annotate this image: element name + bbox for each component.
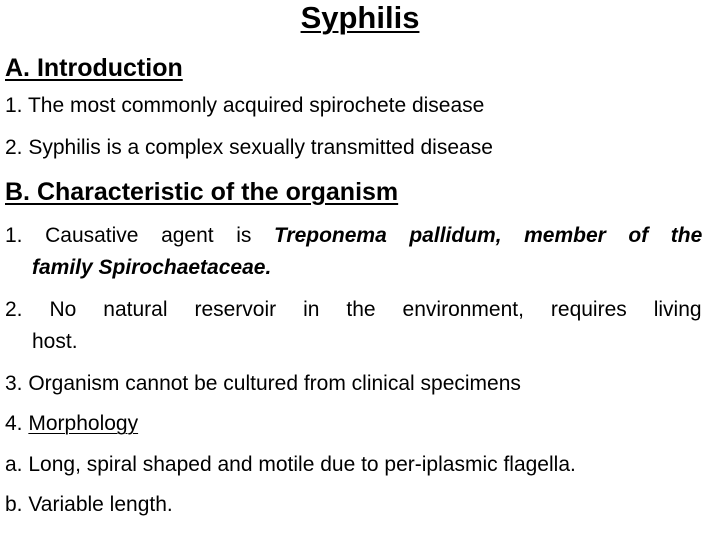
characteristic-item-3: 3. Organism cannot be cultured from clinical specimens [5,372,521,395]
morphology-item-b: b. Variable length. [5,493,173,516]
morphology-label: Morphology [28,412,139,435]
morphology-item-a: a. Long, spiral shaped and motile due to per-iplasmic flagella. [5,453,576,476]
characteristic-item-1-line-1 [5,222,702,250]
characteristic-item-4 [5,410,138,438]
section-a-heading: A. Introduction [5,54,183,82]
intro-item-2: 2. Syphilis is a complex sexually transmitted disease [5,136,493,159]
section-b-heading: B. Characteristic of the organism [5,178,399,206]
organism-name: Treponema pallidum, member of the [273,224,703,247]
morphology-prefix: 4. [5,412,29,435]
characteristic-item-1-line-2: family Spirochaetaceae. [32,256,272,279]
causative-agent-prefix: 1. Causative agent is [5,224,274,247]
characteristic-item-2-line-1: 2. No natural reservoir in the environment, requires living [5,298,702,321]
characteristic-item-2-line-2: host. [32,330,78,353]
slide-title: Syphilis [300,0,420,35]
intro-item-1: 1. The most commonly acquired spirochete disease [5,94,485,117]
